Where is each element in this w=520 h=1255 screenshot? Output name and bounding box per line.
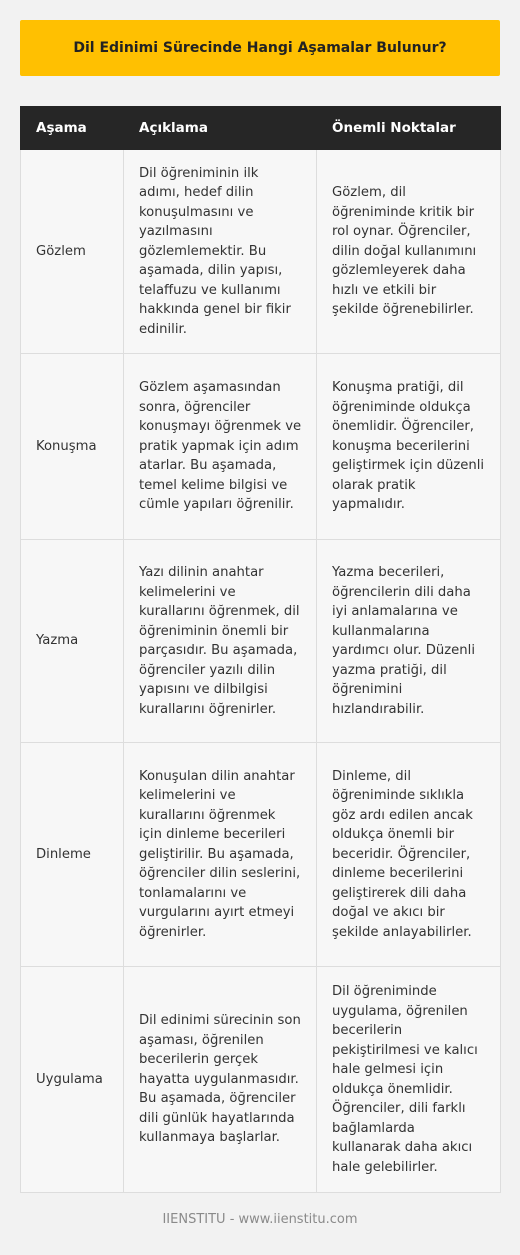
description-cell: Dil edinimi sürecinin son aşaması, öğrenilen becerilerin gerçek hayatta uygulanmasıdır. Bu aşamada, öğrenciler dili günlük hayatlarında kullanmaya başlarlar. xyxy=(124,967,317,1193)
column-header-stage: Aşama xyxy=(21,107,124,150)
table-row xyxy=(21,967,501,1193)
stage-cell: Dinleme xyxy=(21,743,124,967)
notes-cell: Dinleme, dil öğreniminde sıklıkla göz ardı edilen ancak oldukça önemli bir beceridir. Öğrenciler, dinleme becerilerini geliştirerek dili daha doğal ve akıcı bir şekilde anlayabilirler. xyxy=(317,743,501,967)
description-cell: Konuşulan dilin anahtar kelimelerini ve kurallarını öğrenmek için dinleme becerileri geliştirilir. Bu aşamada, öğrenciler dilin seslerini, tonlamalarını ve vurgularını ayırt etmeyi öğrenirler. xyxy=(124,743,317,967)
notes-cell: Gözlem, dil öğreniminde kritik bir rol oynar. Öğrenciler, dilin doğal kullanımını gözlemleyerek daha hızlı ve etkili bir şekilde öğrenebilirler. xyxy=(317,150,501,354)
table-row xyxy=(21,150,501,354)
notes-cell: Konuşma pratiği, dil öğreniminde oldukça önemlidir. Öğrenciler, konuşma becerilerini geliştirmek için düzenli olarak pratik yapmalıdır. xyxy=(317,354,501,540)
stages-table xyxy=(20,106,501,1193)
page-title: Dil Edinimi Sürecinde Hangi Aşamalar Bulunur? xyxy=(73,40,447,56)
notes-cell: Dil öğreniminde uygulama, öğrenilen becerilerin pekiştirilmesi ve kalıcı hale gelmesi için oldukça önemlidir. Öğrenciler, dili farklı bağlamlarda kullanarak daha akıcı hale gelebilirler. xyxy=(317,967,501,1193)
stage-cell: Konuşma xyxy=(21,354,124,540)
stage-cell: Uygulama xyxy=(21,967,124,1193)
table-header-row xyxy=(21,107,501,150)
column-header-notes: Önemli Noktalar xyxy=(317,107,501,150)
table-row xyxy=(21,743,501,967)
description-cell: Yazı dilinin anahtar kelimelerini ve kurallarını öğrenmek, dil öğreniminin önemli bir parçasıdır. Bu aşamada, öğrenciler yazılı dilin yapısını ve dilbilgisi kurallarını öğrenirler. xyxy=(124,540,317,743)
notes-cell: Yazma becerileri, öğrencilerin dili daha iyi anlamalarına ve kullanmalarına yardımcı olur. Düzenli yazma pratiği, dil öğrenimini hızlandırabilir. xyxy=(317,540,501,743)
stage-cell: Yazma xyxy=(21,540,124,743)
column-header-description: Açıklama xyxy=(124,107,317,150)
table-row xyxy=(21,354,501,540)
stage-cell: Gözlem xyxy=(21,150,124,354)
description-cell: Gözlem aşamasından sonra, öğrenciler konuşmayı öğrenmek ve pratik yapmak için adım atarlar. Bu aşamada, temel kelime bilgisi ve cümle yapıları öğrenilir. xyxy=(124,354,317,540)
description-cell: Dil öğreniminin ilk adımı, hedef dilin konuşulmasını ve yazılmasını gözlemlemektir. Bu aşamada, dilin yapısı, telaffuzu ve kullanımı hakkında genel bir fikir edinilir. xyxy=(124,150,317,354)
title-banner xyxy=(20,20,500,76)
table-row xyxy=(21,540,501,743)
footer-credit: IIENSTITU - www.iienstitu.com xyxy=(162,1212,358,1227)
